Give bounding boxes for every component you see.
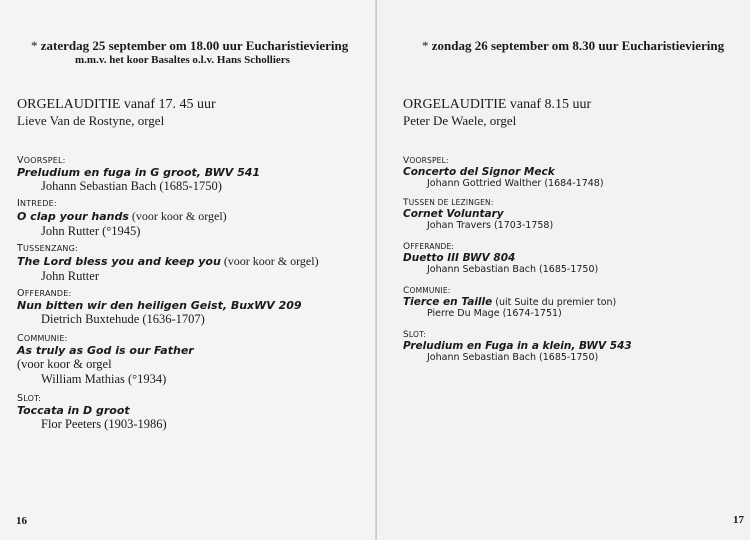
right-organist: Peter De Waele, orgel: [403, 113, 517, 128]
piece-title: [17, 344, 319, 357]
section-label: SLOT:: [403, 330, 426, 340]
piece-title: [17, 254, 319, 269]
composer: Johann Sebastian Bach (1685-1750): [427, 264, 599, 275]
piece-note: (voor koor & orgel): [128, 209, 227, 223]
piece-note: (voor koor & orgel: [17, 357, 112, 371]
program-item: [403, 156, 632, 198]
section-label: OFFERANDE:: [403, 242, 455, 252]
piece-title: [17, 404, 319, 417]
piece-name: Duetto III BWV 804: [403, 252, 516, 264]
composer: Flor Peeters (1903-1986): [41, 417, 167, 431]
piece-title: [403, 208, 632, 220]
left-service-subheader: m.m.v. het koor Basaltes o.l.v. Hans Scholliers: [75, 54, 290, 66]
section-label: OFFERANDE:: [17, 288, 72, 299]
right-page-number: 17: [733, 514, 744, 526]
program-item: [17, 393, 319, 432]
left-page-number: 16: [16, 515, 27, 527]
left-service-header: [31, 38, 348, 54]
section-label: COMMUNIE:: [403, 286, 451, 296]
program-item: [17, 288, 319, 333]
piece-name: Preludium en fuga in G groot, BWV 541: [17, 166, 261, 179]
piece-name: The Lord bless you and keep you: [17, 255, 221, 268]
piece-note: (voor koor & orgel): [220, 254, 319, 268]
piece-title: [17, 166, 319, 179]
left-header-star: *: [31, 38, 38, 53]
piece-title: [403, 166, 632, 178]
piece-name: Concerto del Signor Meck: [403, 166, 555, 178]
program-item: [17, 243, 319, 288]
composer: Johann Gottried Walther (1684-1748): [427, 178, 604, 189]
piece-title: [17, 299, 319, 312]
program-item: [17, 333, 319, 393]
left-organist: Lieve Van de Rostyne, orgel: [17, 113, 165, 128]
composer: Pierre Du Mage (1674-1751): [427, 308, 562, 319]
section-label: VOORSPEL:: [17, 155, 66, 166]
piece-title: [17, 209, 319, 224]
program-item: [403, 286, 632, 330]
composer: Johann Sebastian Bach (1685-1750): [41, 179, 222, 193]
section-label: TUSSENZANG:: [17, 243, 78, 254]
section-label: COMMUNIE:: [17, 333, 68, 344]
right-header-title: zondag 26 september om 8.30 uur Eucharistieviering: [431, 38, 725, 53]
piece-name: Tierce en Taille: [403, 296, 493, 308]
piece-title: [403, 340, 632, 352]
composer: John Rutter: [41, 269, 99, 283]
right-service-header: [422, 38, 724, 54]
right-page: [377, 0, 750, 540]
piece-name: Nun bitten wir den heiligen Geist, BuxWV 209: [17, 299, 302, 312]
composer: William Mathias (°1934): [41, 372, 167, 386]
piece-name: Cornet Voluntary: [403, 208, 504, 220]
composer: Johann Sebastian Bach (1685-1750): [427, 352, 599, 363]
program-item: [403, 330, 632, 363]
piece-name: As truly as God is our Father: [17, 344, 194, 357]
program-item: [17, 155, 319, 198]
composer: Johan Travers (1703-1758): [427, 220, 554, 231]
section-label: VOORSPEL:: [403, 156, 449, 166]
right-header-star: *: [422, 38, 429, 53]
left-header-title: zaterdag 25 september om 18.00 uur Eucharistieviering: [40, 38, 349, 53]
composer: Dietrich Buxtehude (1636-1707): [41, 312, 205, 326]
section-label: SLOT:: [17, 393, 42, 404]
piece-title: [403, 296, 632, 308]
program-item: [403, 198, 632, 242]
program-item: [403, 242, 632, 286]
program-item: [17, 198, 319, 243]
left-recital-title: ORGELAUDITIE vanaf 17. 45 uur: [17, 97, 216, 112]
section-label: TUSSEN DE LEZINGEN:: [403, 198, 494, 208]
piece-note: (uit Suite du premier ton): [492, 297, 617, 308]
section-label: INTREDE:: [17, 198, 57, 209]
right-recital-title: ORGELAUDITIE vanaf 8.15 uur: [403, 97, 592, 112]
piece-name: Preludium en Fuga in a klein, BWV 543: [403, 340, 632, 352]
right-program: [403, 156, 632, 363]
piece-title: [403, 252, 632, 264]
piece-name: Toccata in D groot: [17, 404, 130, 417]
left-program: [17, 155, 319, 432]
composer: John Rutter (°1945): [41, 224, 141, 238]
piece-name: O clap your hands: [17, 210, 129, 223]
